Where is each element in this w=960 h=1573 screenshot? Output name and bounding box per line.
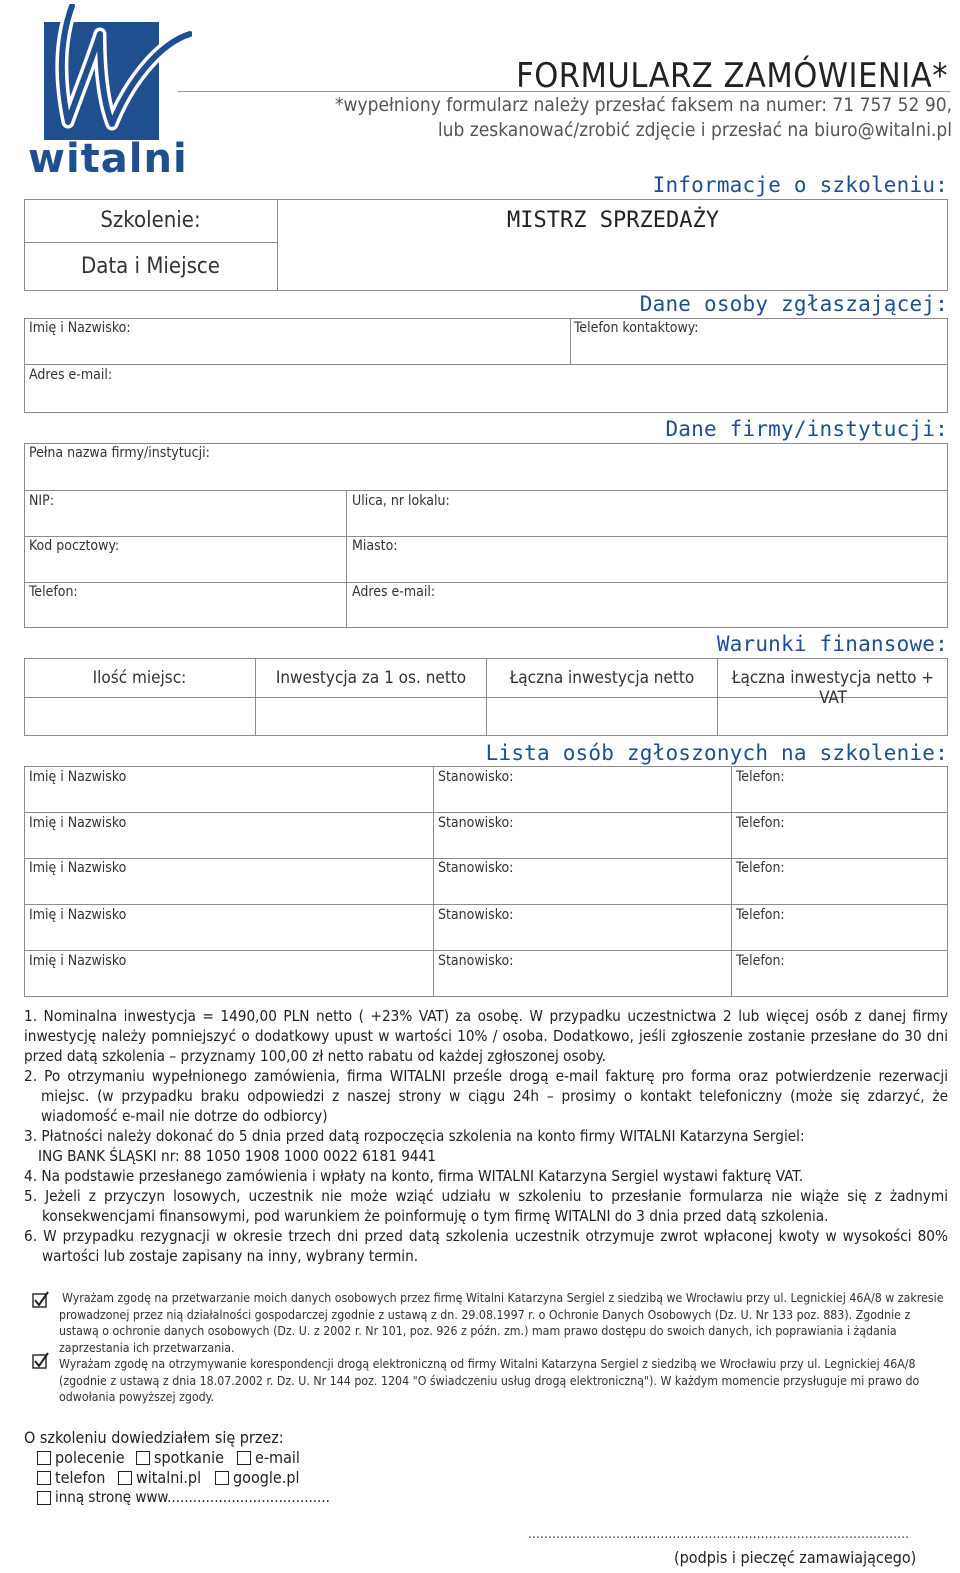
company-city-field[interactable]: Miasto: xyxy=(352,538,398,554)
witalni-logo xyxy=(28,4,192,180)
participant-phone-field[interactable]: Telefon: xyxy=(736,860,785,876)
participant-position-field[interactable]: Stanowisko: xyxy=(438,769,514,785)
header-note-line2: lub zeskanować/zrobić zdjęcie i przesłać na biuro@witalni.pl xyxy=(437,119,952,141)
source-checkbox-email[interactable] xyxy=(237,1451,251,1465)
participant-name-field[interactable]: Imię i Nazwisko xyxy=(29,860,127,876)
source-label-google: google.pl xyxy=(233,1468,300,1487)
checkmark-icon xyxy=(32,1291,50,1309)
training-value[interactable]: MISTRZ SPRZEDAŻY xyxy=(507,208,719,233)
finance-header-total-net: Łączna inwestycja netto xyxy=(509,668,695,688)
header-note-line1: *wypełniony formularz należy przesłać faksem na numer: 71 757 52 90, xyxy=(334,94,952,116)
date-place-label: Data i Miejsce xyxy=(81,254,220,279)
participant-phone-field[interactable]: Telefon: xyxy=(736,953,785,969)
participant-position-field[interactable]: Stanowisko: xyxy=(438,907,514,923)
applicant-email-field[interactable]: Adres e-mail: xyxy=(29,367,113,383)
source-label-other[interactable]: inną stronę www...................................... xyxy=(55,1488,330,1506)
applicant-name-field[interactable]: Imię i Nazwisko: xyxy=(29,320,131,336)
source-label-polecenie: polecenie xyxy=(55,1448,125,1467)
source-checkbox-witalni[interactable] xyxy=(118,1471,132,1485)
section-training: Informacje o szkoleniu: xyxy=(652,173,948,197)
participant-name-field[interactable]: Imię i Nazwisko xyxy=(29,769,127,785)
applicant-phone-field[interactable]: Telefon kontaktowy: xyxy=(574,320,699,336)
finance-seats-field[interactable] xyxy=(25,698,255,735)
participant-name-field[interactable]: Imię i Nazwisko xyxy=(29,953,127,969)
sources-title: O szkoleniu dowiedziałem się przez: xyxy=(24,1428,284,1447)
finance-header-unit-price: Inwestycja za 1 os. netto xyxy=(275,668,467,688)
finance-unit-price-field[interactable] xyxy=(256,698,486,735)
section-applicant: Dane osoby zgłaszającej: xyxy=(639,292,948,316)
company-fullname-field[interactable]: Pełna nazwa firmy/instytucji: xyxy=(29,445,210,461)
consent-checkbox-2[interactable] xyxy=(32,1352,48,1368)
signature-label: (podpis i pieczęć zamawiającego) xyxy=(674,1548,917,1567)
company-nip-field[interactable]: NIP: xyxy=(29,493,54,509)
source-checkbox-google[interactable] xyxy=(215,1471,229,1485)
terms-item-6: 6. W przypadku rezygnacji w okresie trzech dni przed datą szkolenia uczestnik otrzymuje zwrot wpłaconej kwoty w wysokości 80% wartości lub zostaje zapisany na inny, wybrany termin. xyxy=(24,1227,948,1265)
terms-item-4: 4. Na podstawie przesłanego zamówienia i wpłaty na konto, firma WITALNI Katarzyna Sergiel wystawi fakturę VAT. xyxy=(24,1167,804,1185)
participant-position-field[interactable]: Stanowisko: xyxy=(438,860,514,876)
terms-list xyxy=(24,1006,948,1266)
source-checkbox-other[interactable] xyxy=(37,1491,51,1505)
participant-name-field[interactable]: Imię i Nazwisko xyxy=(29,815,127,831)
consent-checkbox-1[interactable] xyxy=(32,1291,48,1307)
logo-wordmark: witalni xyxy=(28,136,188,182)
company-postal-field[interactable]: Kod pocztowy: xyxy=(29,538,120,554)
source-label-email: e-mail xyxy=(255,1448,300,1467)
participant-position-field[interactable]: Stanowisko: xyxy=(438,953,514,969)
section-finance: Warunki finansowe: xyxy=(716,632,948,656)
page-title: FORMULARZ ZAMÓWIENIA* xyxy=(516,56,948,96)
company-phone-field[interactable]: Telefon: xyxy=(29,584,78,600)
participant-position-field[interactable]: Stanowisko: xyxy=(438,815,514,831)
finance-total-gross-field[interactable] xyxy=(718,698,947,735)
participant-name-field[interactable]: Imię i Nazwisko xyxy=(29,907,127,923)
terms-item-3: 3. Płatności należy dokonać do 5 dnia przed datą rozpoczęcia szkolenia na konto firmy WITALNI Katarzyna Sergiel: xyxy=(24,1127,805,1145)
terms-item-2: 2. Po otrzymaniu wypełnionego zamówienia, firma WITALNI prześle drogą e-mail fakturę pro forma oraz potwierdzenie rezerwacji miejsc. (w przypadku braku odpowiedzi z naszej strony w ciągu 24h – prosimy o kontakt telefoniczny (może się zdarzyć, że wiadomość e-mail nie dotrze do odbiorcy) xyxy=(24,1067,948,1125)
source-label-witalni: witalni.pl xyxy=(136,1468,202,1487)
source-label-telefon: telefon xyxy=(55,1468,106,1487)
applicant-table xyxy=(24,318,948,413)
source-checkbox-spotkanie[interactable] xyxy=(136,1451,150,1465)
participant-phone-field[interactable]: Telefon: xyxy=(736,769,785,785)
finance-header-seats: Ilość miejsc: xyxy=(92,668,187,688)
source-checkbox-telefon[interactable] xyxy=(37,1471,51,1485)
section-company: Dane firmy/instytucji: xyxy=(665,417,948,441)
company-email-field[interactable]: Adres e-mail: xyxy=(352,584,436,600)
terms-item-1: 1. Nominalna inwestycja = 1490,00 PLN netto ( +23% VAT) za osobę. W przypadku uczestnictwa 2 lub więcej osób z danej firmy inwestycję należy pomniejszyć o dodatkowy upust w wartości 10% / osoba. Dodatkowo, jeśli zgłoszenie zostanie przesłane do 30 dni przed datą szkolenia – przyznamy 100,00 zł netto rabatu od każdej zgłoszonej osoby. xyxy=(24,1007,948,1065)
signature-line[interactable]: ............................................................................................... xyxy=(528,1527,910,1542)
finance-total-net-field[interactable] xyxy=(487,698,717,735)
section-participants: Lista osób zgłoszonych na szkolenie: xyxy=(485,741,948,765)
finance-header-total-gross: Łączna inwestycja netto + VAT xyxy=(731,668,935,708)
checkmark-icon xyxy=(32,1352,50,1370)
source-label-spotkanie: spotkanie xyxy=(154,1448,224,1467)
company-street-field[interactable]: Ulica, nr lokalu: xyxy=(352,493,450,509)
terms-item-5: 5. Jeżeli z przyczyn losowych, uczestnik nie może wziąć udziału w szkoleniu to przesłanie formularza nie wiąże się z żadnymi konsekwencjami finansowymi, pod warunkiem że poinformuję o tym firmę WITALNI do 3 dnia przed datą szkolenia. xyxy=(24,1187,948,1225)
consent-text-2: Wyrażam zgodę na otrzymywanie korespondencji drogą elektroniczną od firmy Witalni Katarzyna Sergiel z siedzibą we Wrocławiu przy ul. Legnickiej 46A/8 (zgodnie z ustawą z dnia 18.07.2002 r. Dz. U. Nr 144 poz. 1204 "O świadczeniu usług drogą elektroniczną"). W każdym momencie przysługuje mi prawo do odwołania powyższej zgody. xyxy=(59,1357,920,1404)
participant-phone-field[interactable]: Telefon: xyxy=(736,815,785,831)
training-label: Szkolenie: xyxy=(100,208,201,233)
source-checkbox-polecenie[interactable] xyxy=(37,1451,51,1465)
participant-phone-field[interactable]: Telefon: xyxy=(736,907,785,923)
consent-text-1: Wyrażam zgodę na przetwarzanie moich danych osobowych przez firmę Witalni Katarzyna Sergiel z siedzibą we Wrocławiu przy ul. Legnickiej 46A/8 w zakresie prowadzonej przez nią działalności gospodarczej zgodnie z ustawą z dn. 29.08.1997 r. o Ochronie Danych Osobowych (Dz. U. Nr 133 poz. 883). Zgodnie z ustawą o ochronie danych osobowych (Dz. U. z 2002 r. Nr 101, poz. 926 z późn. zm.) mam prawo dostępu do swoich danych, ich poprawiania i żądania zaprzestania ich przetwarzania. xyxy=(59,1291,944,1355)
terms-bank-account: ING BANK ŚLĄSKI nr: 88 1050 1908 1000 0022 6181 9441 xyxy=(38,1147,436,1165)
date-place-field[interactable] xyxy=(278,244,948,290)
